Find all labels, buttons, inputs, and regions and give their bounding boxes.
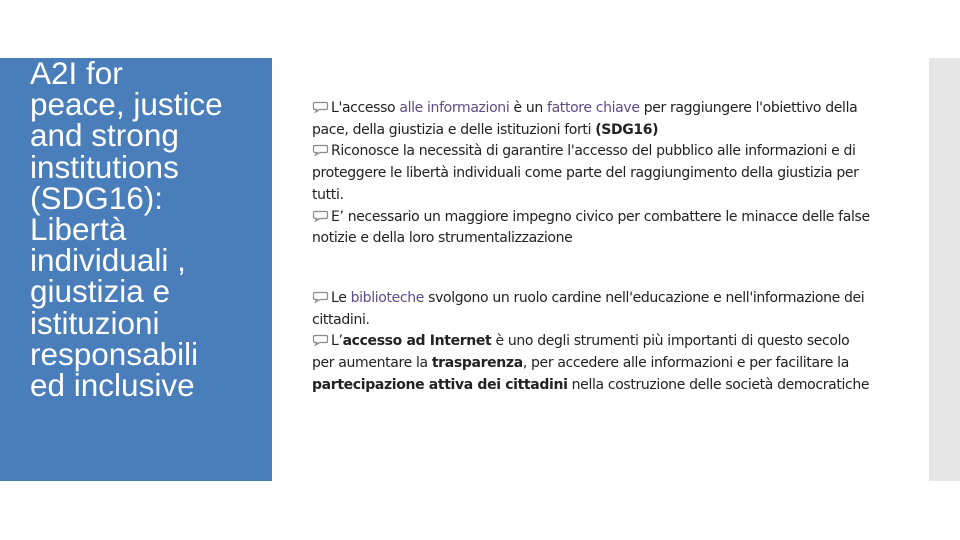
paragraph-text: nella costruzione delle società democratiche [567, 376, 870, 393]
title-line: ed inclusive [30, 367, 195, 404]
bullet-paragraph [312, 331, 872, 396]
paragraph-text: L'accesso [331, 100, 400, 116]
comment-bubble-icon [312, 101, 329, 113]
title-line: istituzioni [30, 304, 160, 341]
paragraph-text: E’ necessario un maggiore impegno civico per combattere le minacce delle false notizie e della loro strumentalizzazione [312, 208, 870, 247]
bold-text: partecipazione attiva dei cittadini [312, 376, 568, 393]
bold-text: (SDG16) [595, 121, 659, 138]
title-line: institutions [30, 148, 179, 185]
paragraph-text: svolgono un ruolo cardine nell'educazione e nell'informazione dei cittadini. [312, 290, 865, 328]
bold-text: accesso ad Internet [342, 333, 492, 350]
content-group-information [312, 98, 872, 250]
bullet-paragraph [312, 98, 872, 141]
title-line: responsabili [30, 335, 199, 372]
bullet-paragraph [312, 207, 872, 250]
title-line: Libertà [30, 211, 127, 248]
title-line: and strong [30, 117, 179, 154]
paragraph-text: , per accedere alle informazioni e per facilitare la [522, 355, 849, 372]
content-group-libraries [312, 288, 872, 397]
comment-bubble-icon [312, 210, 329, 222]
title-line: (SDG16): [30, 179, 164, 216]
slide-title [30, 55, 270, 404]
comment-bubble-icon [312, 291, 329, 303]
bold-text: trasparenza [431, 355, 523, 372]
title-line: A2I for [30, 55, 123, 91]
highlight-text: fattore chiave [547, 100, 640, 116]
bullet-paragraph [312, 288, 872, 331]
bullet-paragraph [312, 141, 872, 206]
paragraph-text: L’ [331, 333, 343, 350]
paragraph-text: per raggiungere l'obiettivo della pace, della giustizia e delle istituzioni forti [312, 100, 858, 138]
title-line: giustizia e [30, 273, 171, 310]
title-line: peace, justice [30, 86, 223, 123]
highlight-text: alle informazioni [399, 100, 510, 116]
highlight-text: biblioteche [350, 290, 425, 306]
paragraph-text: Le [331, 290, 351, 306]
comment-bubble-icon [312, 144, 329, 156]
side-accent-bar [929, 58, 960, 481]
paragraph-text: Riconosce la necessità di garantire l'accesso del pubblico alle informazioni e di proteggere le libertà individuali come parte del raggiungimento della giustizia per tutti. [312, 143, 859, 203]
title-line: individuali , [30, 242, 186, 279]
paragraph-text: è un [509, 100, 547, 116]
comment-bubble-icon [312, 334, 329, 346]
paragraph-text: è uno degli strumenti più importanti di questo secolo per aumentare la [312, 333, 850, 372]
